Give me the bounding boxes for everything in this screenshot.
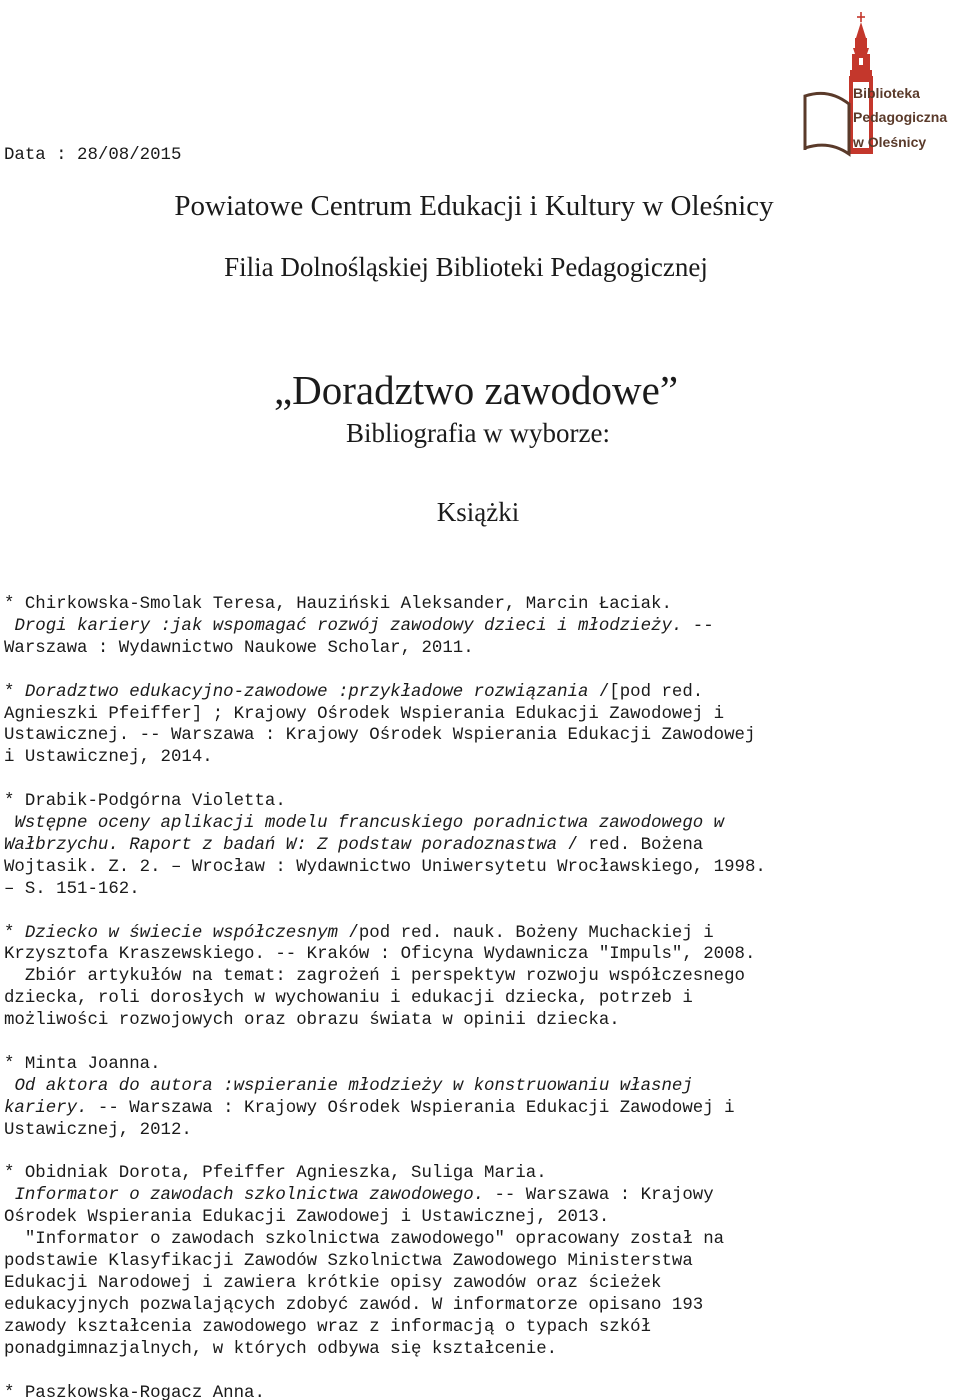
entry-title-text: Od aktora do autora :wspieranie młodzieży w konstruowaniu własnej <box>4 1076 693 1096</box>
entry-text: Warszawa : Wydawnictwo Naukowe Scholar, 2011. <box>4 638 474 658</box>
entry-text: * Minta Joanna. <box>4 1054 161 1074</box>
entry-line <box>4 616 954 638</box>
entry-text: Zbiór artykułów na temat: zagrożeń i perspektyw rozwoju współczesnego <box>4 967 745 987</box>
entry-line <box>4 1054 954 1076</box>
entry-line <box>4 1229 954 1251</box>
bibliography-entry <box>4 1383 954 1400</box>
entry-line <box>4 1120 954 1142</box>
entry-line <box>4 1273 954 1295</box>
entry-text: edukacyjnych pozwalających zdobyć zawód. W informatorze opisano 193 <box>4 1295 704 1315</box>
entry-line <box>4 594 954 616</box>
entry-line <box>4 923 954 945</box>
entry-title-text: Dziecko w świecie współczesnym <box>24 923 338 943</box>
entry-line <box>4 1076 954 1098</box>
entry-text: * Drabik-Podgórna Violetta. <box>4 792 286 812</box>
entry-text: * <box>4 682 25 702</box>
entry-line <box>4 879 954 901</box>
entry-text: -- Warszawa : Krajowy Ośrodek Wspierania Edukacji Zawodowej i <box>87 1098 735 1118</box>
entry-line <box>4 1163 954 1185</box>
entry-text: ponadgimnazjalnych, w których odbywa się kształcenie. <box>4 1339 558 1359</box>
entry-line <box>4 682 954 704</box>
entry-text: /[pod red. <box>588 682 704 702</box>
entry-text: Ustawicznej, 2012. <box>4 1120 192 1140</box>
entry-text: -- <box>682 616 714 636</box>
entry-line <box>4 1010 954 1032</box>
entry-text: "Informator o zawodach szkolnictwa zawodowego" opracowany został na <box>4 1230 725 1250</box>
institution-title: Powiatowe Centrum Edukacji i Kultury w Oleśnicy <box>174 190 774 222</box>
branch-title: Filia Dolnośląskiej Biblioteki Pedagogicznej <box>224 252 708 282</box>
entry-line <box>4 857 954 879</box>
entry-line <box>4 1383 954 1400</box>
entry-line <box>4 1251 954 1273</box>
logo-text-line: Biblioteka <box>853 85 920 101</box>
entry-title-text: Doradztwo edukacyjno-zawodowe :przykładowe rozwiązania <box>24 682 589 702</box>
entry-text: podstawie Klasyfikacji Zawodów Szkolnictwa Zawodowego Ministerstwa <box>4 1252 693 1272</box>
entry-text: Edukacji Narodowej i zawiera krótkie opisy zawodów oraz ścieżek <box>4 1274 662 1294</box>
entry-line <box>4 638 954 660</box>
entry-text: * Obidniak Dorota, Pfeiffer Agnieszka, Suliga Maria. <box>4 1164 547 1184</box>
entry-text: / red. Bożena <box>557 835 704 855</box>
document-date: Data : 28/08/2015 <box>4 146 182 165</box>
entry-title-text: Informator o zawodach szkolnictwa zawodowego. <box>4 1186 485 1206</box>
entry-line <box>4 988 954 1010</box>
entry-text: -- Warszawa : Krajowy <box>484 1186 714 1206</box>
entry-text: i Ustawicznej, 2014. <box>4 748 213 768</box>
entry-line <box>4 725 954 747</box>
entry-text: Wojtasik. Z. 2. – Wrocław : Wydawnictwo Uniwersytetu Wrocławskiego, 1998. <box>4 857 766 877</box>
entry-title-text: Drogi kariery :jak wspomagać rozwój zawodowy dzieci i młodzieży. <box>4 616 683 636</box>
entry-text: Agnieszki Pfeiffer] ; Krajowy Ośrodek Wspierania Edukacji Zawodowej i <box>4 704 725 724</box>
entry-line <box>4 1295 954 1317</box>
entry-line <box>4 1207 954 1229</box>
entry-text: dziecka, roli dorosłych w wychowaniu i edukacji dziecka, potrzeb i <box>4 989 693 1009</box>
logo-text-line: w Oleśnicy <box>853 134 927 150</box>
entry-line <box>4 966 954 988</box>
entry-text: * Paszkowska-Rogacz Anna. <box>4 1383 265 1400</box>
section-heading: Książki <box>436 497 520 527</box>
bibliography-entry <box>4 682 954 770</box>
logo-text-line: Pedagogiczna <box>853 109 948 125</box>
bibliography-entry <box>4 594 954 660</box>
entry-text: * Chirkowska-Smolak Teresa, Hauziński Aleksander, Marcin Łaciak. <box>4 595 672 614</box>
entry-text: Krzysztofa Kraszewskiego. -- Kraków : Oficyna Wydawnicza "Impuls", 2008. <box>4 945 756 965</box>
entry-line <box>4 813 954 835</box>
entry-line <box>4 791 954 813</box>
entry-line <box>4 835 954 857</box>
entry-line <box>4 944 954 966</box>
bibliography-entry <box>4 791 954 901</box>
bibliography-entry <box>4 1163 954 1360</box>
entry-line <box>4 1185 954 1207</box>
bibliography-title: „Doradztwo zawodowe” <box>273 367 679 413</box>
entry-text: zawody kształcenia zawodowego wraz z informacją o typach szkół <box>4 1317 652 1337</box>
entry-text: /pod red. nauk. Bożeny Muchackiej i <box>337 923 714 943</box>
library-logo <box>795 8 955 168</box>
entry-text: Ośrodek Wspierania Edukacji Zawodowej i Ustawicznej, 2013. <box>4 1208 610 1228</box>
entry-text: możliwości rozwojowych oraz obrazu świata w opinii dziecka. <box>4 1011 620 1031</box>
entry-text: – S. 151-162. <box>4 879 140 899</box>
entry-line <box>4 704 954 726</box>
bibliography-list <box>4 594 954 1400</box>
entry-title-text: Wałbrzychu. Raport z badań W: Z podstaw poradoznastwa <box>4 835 558 855</box>
bibliography-subtitle: Bibliografia w wyborze: <box>346 418 610 448</box>
entry-line <box>4 747 954 769</box>
entry-text: * <box>4 923 25 943</box>
entry-title-text: kariery. <box>4 1098 88 1118</box>
entry-line <box>4 1098 954 1120</box>
bibliography-entry <box>4 1054 954 1142</box>
entry-line <box>4 1317 954 1339</box>
entry-title-text: Wstępne oceny aplikacji modelu francuskiego poradnictwa zawodowego w <box>4 814 725 834</box>
entry-line <box>4 1339 954 1361</box>
entry-text: Ustawicznej. -- Warszawa : Krajowy Ośrodek Wspierania Edukacji Zawodowej <box>4 726 756 746</box>
bibliography-entry <box>4 923 954 1033</box>
